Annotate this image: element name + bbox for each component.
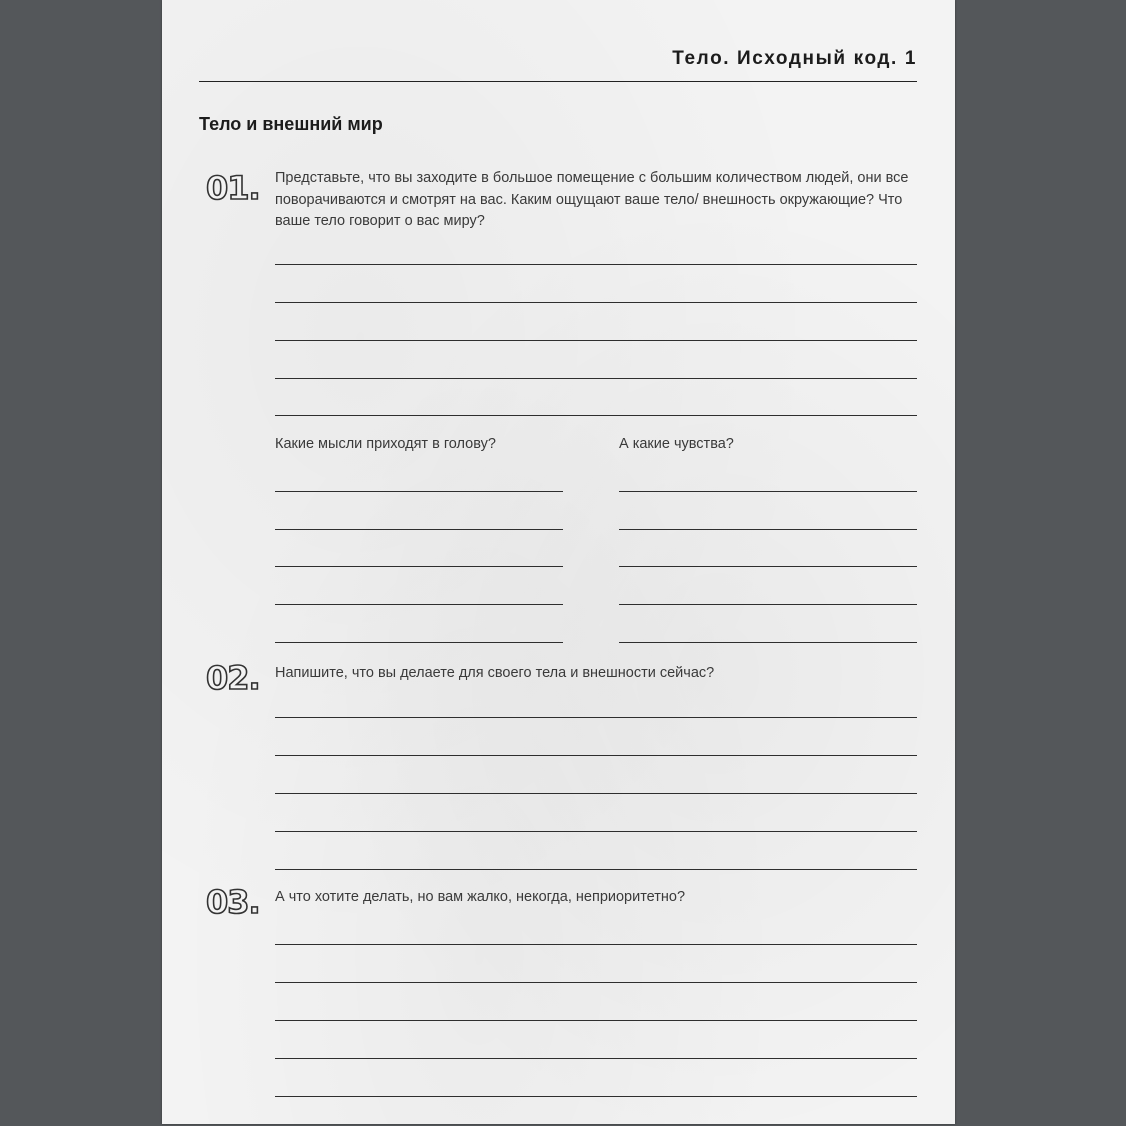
subquestion-feelings: А какие чувства? <box>619 436 734 452</box>
question-number-01: 01. <box>206 169 260 207</box>
answer-line[interactable] <box>275 302 917 303</box>
thoughts-answer-line[interactable] <box>275 529 563 530</box>
answer-line[interactable] <box>275 264 917 265</box>
feelings-answer-line[interactable] <box>619 491 917 492</box>
thoughts-answer-line[interactable] <box>275 566 563 567</box>
subquestion-thoughts: Какие мысли приходят в голову? <box>275 436 496 452</box>
worksheet-page <box>162 0 955 1124</box>
answer-line[interactable] <box>275 378 917 379</box>
thoughts-answer-line[interactable] <box>275 491 563 492</box>
answer-line[interactable] <box>275 982 917 983</box>
question-text-01: Представьте, что вы заходите в большое помещение с большим количеством людей, они все поворачиваются и смотрят на вас. Каким ощущают ваше тело/ внешность окружающие? Что ваше тело говорит о вас миру? <box>275 170 909 229</box>
answer-line[interactable] <box>275 340 917 341</box>
answer-line[interactable] <box>275 717 917 718</box>
feelings-answer-line[interactable] <box>619 566 917 567</box>
question-text-02: Напишите, что вы делаете для своего тела и внешности сейчас? <box>275 665 715 681</box>
answer-line[interactable] <box>275 415 917 416</box>
answer-line[interactable] <box>275 1020 917 1021</box>
header-divider <box>199 81 917 82</box>
answer-line[interactable] <box>275 755 917 756</box>
thoughts-answer-line[interactable] <box>275 604 563 605</box>
answer-line[interactable] <box>275 944 917 945</box>
answer-line[interactable] <box>275 1096 917 1097</box>
question-number-02: 02. <box>206 659 260 697</box>
answer-line[interactable] <box>275 1058 917 1059</box>
answer-line[interactable] <box>275 831 917 832</box>
question-text-03: А что хотите делать, но вам жалко, некогда, неприоритетно? <box>275 889 686 905</box>
feelings-answer-line[interactable] <box>619 642 917 643</box>
thoughts-answer-line[interactable] <box>275 642 563 643</box>
question-number-03: 03. <box>206 883 260 921</box>
page-header-title: Тело. Исходный код. 1 <box>672 48 917 69</box>
feelings-answer-line[interactable] <box>619 529 917 530</box>
answer-line[interactable] <box>275 869 917 870</box>
section-title: Тело и внешний мир <box>199 114 383 134</box>
answer-line[interactable] <box>275 793 917 794</box>
feelings-answer-line[interactable] <box>619 604 917 605</box>
